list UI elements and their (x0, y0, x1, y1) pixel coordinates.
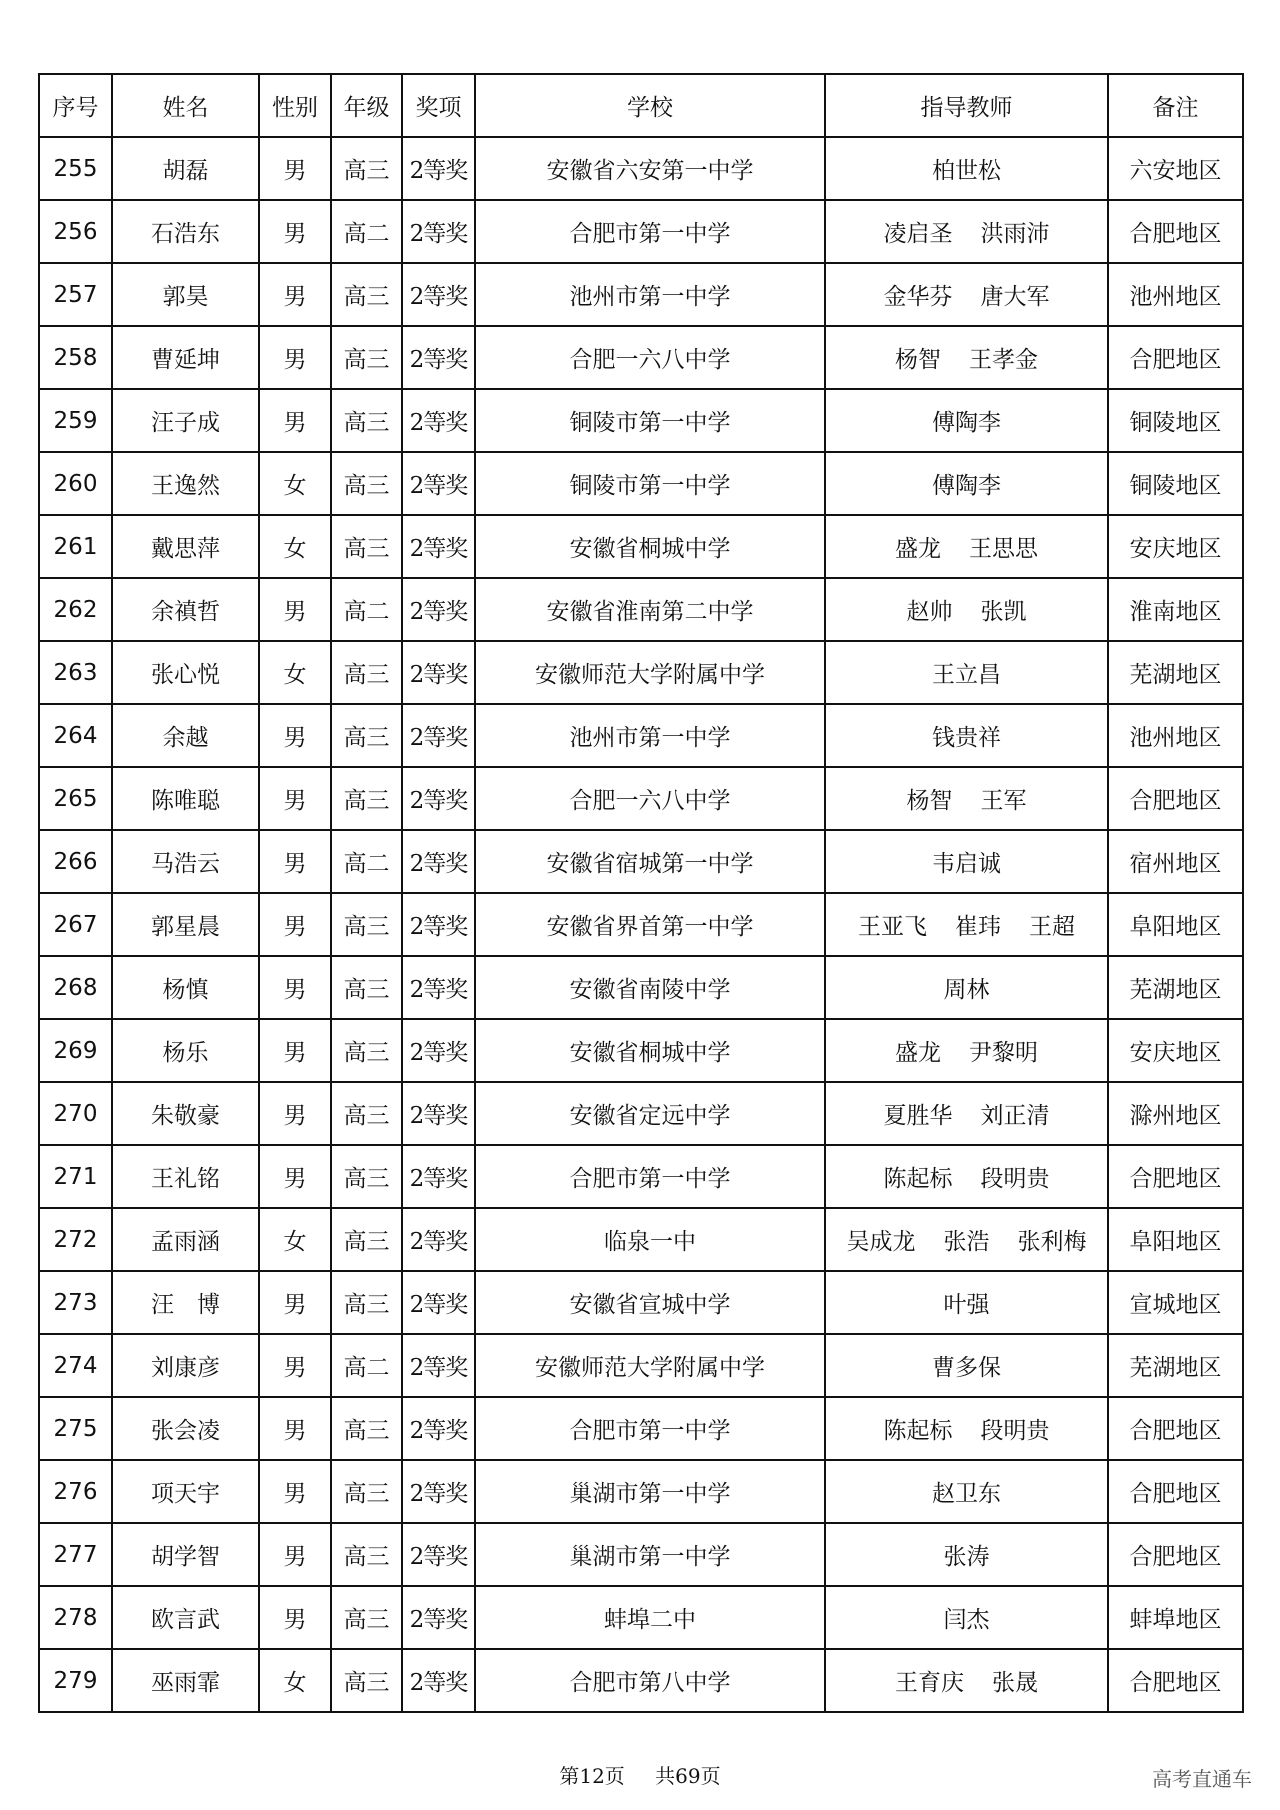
table-row (39, 1397, 1243, 1460)
cell-teachers (825, 1082, 1108, 1145)
cell-gender: 男 (259, 956, 331, 1019)
teacher-name: 傅陶李 (932, 473, 1001, 499)
table-row (39, 515, 1243, 578)
teacher-name: 柏世松 (932, 158, 1001, 184)
cell-award: 2等奖 (402, 1271, 475, 1334)
cell-name: 余越 (112, 704, 259, 767)
cell-award: 2等奖 (402, 956, 475, 1019)
cell-name: 郭昊 (112, 263, 259, 326)
cell-seq: 272 (39, 1208, 112, 1271)
table-row (39, 1586, 1243, 1649)
cell-school: 合肥市第八中学 (475, 1649, 825, 1712)
cell-grade: 高三 (331, 452, 402, 515)
teacher-name: 王亚飞 (858, 914, 927, 940)
cell-seq: 263 (39, 641, 112, 704)
table-row (39, 767, 1243, 830)
table-row (39, 137, 1243, 200)
cell-teachers (825, 1145, 1108, 1208)
cell-teachers (825, 767, 1108, 830)
teacher-name: 段明贵 (980, 1418, 1050, 1444)
cell-note: 铜陵地区 (1108, 389, 1243, 452)
cell-grade: 高三 (331, 893, 402, 956)
page-number: 第12页 (559, 1764, 625, 1788)
cell-award: 2等奖 (402, 452, 475, 515)
cell-name: 胡磊 (112, 137, 259, 200)
cell-note: 铜陵地区 (1108, 452, 1243, 515)
cell-note: 合肥地区 (1108, 767, 1243, 830)
cell-school: 蚌埠二中 (475, 1586, 825, 1649)
header-name: 姓名 (112, 74, 259, 137)
cell-grade: 高二 (331, 1334, 402, 1397)
cell-note: 合肥地区 (1108, 1460, 1243, 1523)
cell-seq: 270 (39, 1082, 112, 1145)
cell-note: 合肥地区 (1108, 1145, 1243, 1208)
cell-note: 合肥地区 (1108, 200, 1243, 263)
cell-award: 2等奖 (402, 200, 475, 263)
cell-note: 合肥地区 (1108, 1649, 1243, 1712)
teacher-name: 曹多保 (932, 1355, 1001, 1381)
cell-teachers (825, 1271, 1108, 1334)
cell-school: 合肥市第一中学 (475, 1145, 825, 1208)
teacher-name: 崔玮 (955, 914, 1001, 940)
header-grade: 年级 (331, 74, 402, 137)
cell-award: 2等奖 (402, 326, 475, 389)
page-total: 共69页 (655, 1764, 721, 1788)
cell-seq: 260 (39, 452, 112, 515)
cell-award: 2等奖 (402, 1397, 475, 1460)
cell-note: 蚌埠地区 (1108, 1586, 1243, 1649)
cell-gender: 男 (259, 137, 331, 200)
cell-note: 滁州地区 (1108, 1082, 1243, 1145)
cell-teachers (825, 515, 1108, 578)
cell-school: 安徽省桐城中学 (475, 1019, 825, 1082)
header-gender: 性别 (259, 74, 331, 137)
table-row (39, 326, 1243, 389)
teacher-name: 赵卫东 (932, 1481, 1001, 1507)
cell-grade: 高三 (331, 1649, 402, 1712)
table-row (39, 1019, 1243, 1082)
teacher-name: 张凯 (980, 599, 1027, 625)
cell-gender: 男 (259, 200, 331, 263)
cell-note: 宣城地区 (1108, 1271, 1243, 1334)
cell-teachers (825, 1334, 1108, 1397)
cell-grade: 高三 (331, 1145, 402, 1208)
teacher-name: 金华芬 (883, 284, 953, 310)
cell-gender: 男 (259, 830, 331, 893)
cell-teachers (825, 326, 1108, 389)
cell-name: 张心悦 (112, 641, 259, 704)
cell-note: 宿州地区 (1108, 830, 1243, 893)
teacher-name: 张利梅 (1017, 1229, 1087, 1255)
header-note: 备注 (1108, 74, 1243, 137)
cell-award: 2等奖 (402, 1649, 475, 1712)
teacher-name: 刘正清 (980, 1103, 1050, 1129)
cell-grade: 高三 (331, 1019, 402, 1082)
cell-school: 合肥市第一中学 (475, 1397, 825, 1460)
header-seq: 序号 (39, 74, 112, 137)
teacher-name: 王孝金 (969, 347, 1038, 373)
teacher-name: 陈起标 (883, 1418, 953, 1444)
cell-teachers (825, 641, 1108, 704)
cell-teachers (825, 893, 1108, 956)
cell-name: 朱敬豪 (112, 1082, 259, 1145)
cell-name: 石浩东 (112, 200, 259, 263)
cell-name: 马浩云 (112, 830, 259, 893)
cell-seq: 277 (39, 1523, 112, 1586)
cell-seq: 273 (39, 1271, 112, 1334)
cell-gender: 男 (259, 1082, 331, 1145)
cell-seq: 269 (39, 1019, 112, 1082)
cell-note: 六安地区 (1108, 137, 1243, 200)
cell-grade: 高三 (331, 704, 402, 767)
table-row (39, 1460, 1243, 1523)
table-header-row (39, 74, 1243, 137)
cell-name: 杨乐 (112, 1019, 259, 1082)
teacher-name: 盛龙 (895, 536, 941, 562)
cell-grade: 高二 (331, 578, 402, 641)
cell-seq: 274 (39, 1334, 112, 1397)
teacher-name: 叶强 (943, 1292, 990, 1318)
cell-note: 阜阳地区 (1108, 893, 1243, 956)
cell-award: 2等奖 (402, 1082, 475, 1145)
cell-teachers (825, 956, 1108, 1019)
header-award: 奖项 (402, 74, 475, 137)
cell-grade: 高三 (331, 137, 402, 200)
table-row (39, 389, 1243, 452)
table-row (39, 893, 1243, 956)
award-list-sheet (38, 73, 1242, 1713)
teacher-name: 杨智 (895, 347, 941, 373)
cell-gender: 男 (259, 1523, 331, 1586)
cell-name: 曹延坤 (112, 326, 259, 389)
cell-seq: 255 (39, 137, 112, 200)
cell-name: 郭星晨 (112, 893, 259, 956)
header-teachers: 指导教师 (825, 74, 1108, 137)
cell-award: 2等奖 (402, 1334, 475, 1397)
teacher-name: 赵帅 (906, 599, 953, 625)
cell-school: 安徽省定远中学 (475, 1082, 825, 1145)
teacher-name: 韦启诚 (932, 851, 1001, 877)
cell-name: 孟雨涵 (112, 1208, 259, 1271)
cell-school: 合肥一六八中学 (475, 326, 825, 389)
watermark-text: 高考直通车 (1152, 1767, 1252, 1791)
table-row (39, 1334, 1243, 1397)
cell-school: 安徽省桐城中学 (475, 515, 825, 578)
cell-award: 2等奖 (402, 830, 475, 893)
cell-grade: 高三 (331, 515, 402, 578)
cell-school: 池州市第一中学 (475, 263, 825, 326)
cell-teachers (825, 1649, 1108, 1712)
cell-award: 2等奖 (402, 1019, 475, 1082)
cell-school: 池州市第一中学 (475, 704, 825, 767)
cell-grade: 高三 (331, 1208, 402, 1271)
cell-teachers (825, 263, 1108, 326)
cell-gender: 男 (259, 893, 331, 956)
teacher-name: 段明贵 (980, 1166, 1050, 1192)
cell-gender: 女 (259, 1208, 331, 1271)
cell-name: 胡学智 (112, 1523, 259, 1586)
teacher-name: 陈起标 (883, 1166, 953, 1192)
table-row (39, 704, 1243, 767)
cell-teachers (825, 578, 1108, 641)
table-row (39, 200, 1243, 263)
teacher-name: 王超 (1029, 914, 1075, 940)
cell-gender: 男 (259, 263, 331, 326)
cell-school: 安徽省南陵中学 (475, 956, 825, 1019)
cell-teachers (825, 704, 1108, 767)
cell-gender: 男 (259, 1334, 331, 1397)
cell-note: 阜阳地区 (1108, 1208, 1243, 1271)
cell-gender: 男 (259, 1145, 331, 1208)
cell-award: 2等奖 (402, 137, 475, 200)
cell-award: 2等奖 (402, 1208, 475, 1271)
teacher-name: 洪雨沛 (980, 221, 1050, 247)
teacher-name: 唐大军 (980, 284, 1050, 310)
table-row (39, 830, 1243, 893)
cell-name: 陈唯聪 (112, 767, 259, 830)
cell-school: 巢湖市第一中学 (475, 1523, 825, 1586)
cell-gender: 男 (259, 704, 331, 767)
cell-gender: 男 (259, 1586, 331, 1649)
teacher-name: 周林 (943, 977, 990, 1003)
cell-seq: 268 (39, 956, 112, 1019)
cell-seq: 278 (39, 1586, 112, 1649)
teacher-name: 闫杰 (943, 1607, 990, 1633)
cell-note: 芜湖地区 (1108, 956, 1243, 1019)
cell-note: 安庆地区 (1108, 515, 1243, 578)
cell-seq: 264 (39, 704, 112, 767)
cell-grade: 高三 (331, 1523, 402, 1586)
cell-teachers (825, 1523, 1108, 1586)
table-row (39, 641, 1243, 704)
cell-teachers (825, 389, 1108, 452)
cell-school: 安徽省界首第一中学 (475, 893, 825, 956)
cell-gender: 女 (259, 1649, 331, 1712)
cell-award: 2等奖 (402, 389, 475, 452)
cell-seq: 256 (39, 200, 112, 263)
cell-award: 2等奖 (402, 1460, 475, 1523)
cell-name: 项天宇 (112, 1460, 259, 1523)
cell-grade: 高三 (331, 767, 402, 830)
cell-school: 安徽省淮南第二中学 (475, 578, 825, 641)
cell-award: 2等奖 (402, 767, 475, 830)
cell-seq: 259 (39, 389, 112, 452)
cell-seq: 271 (39, 1145, 112, 1208)
cell-gender: 女 (259, 515, 331, 578)
header-school: 学校 (475, 74, 825, 137)
cell-gender: 男 (259, 326, 331, 389)
cell-name: 张会凌 (112, 1397, 259, 1460)
cell-note: 合肥地区 (1108, 1523, 1243, 1586)
cell-grade: 高三 (331, 326, 402, 389)
award-table (38, 73, 1244, 1713)
cell-award: 2等奖 (402, 263, 475, 326)
cell-grade: 高二 (331, 200, 402, 263)
cell-note: 芜湖地区 (1108, 1334, 1243, 1397)
table-row (39, 1082, 1243, 1145)
cell-grade: 高三 (331, 956, 402, 1019)
cell-seq: 265 (39, 767, 112, 830)
table-row (39, 1649, 1243, 1712)
cell-teachers (825, 1208, 1108, 1271)
cell-name: 欧言武 (112, 1586, 259, 1649)
cell-school: 巢湖市第一中学 (475, 1460, 825, 1523)
teacher-name: 盛龙 (895, 1040, 941, 1066)
cell-school: 铜陵市第一中学 (475, 389, 825, 452)
teacher-name: 杨智 (906, 788, 953, 814)
cell-school: 铜陵市第一中学 (475, 452, 825, 515)
cell-note: 安庆地区 (1108, 1019, 1243, 1082)
cell-seq: 261 (39, 515, 112, 578)
cell-teachers (825, 1397, 1108, 1460)
cell-gender: 女 (259, 452, 331, 515)
cell-award: 2等奖 (402, 1145, 475, 1208)
teacher-name: 夏胜华 (883, 1103, 953, 1129)
cell-seq: 279 (39, 1649, 112, 1712)
cell-note: 池州地区 (1108, 263, 1243, 326)
cell-name: 刘康彦 (112, 1334, 259, 1397)
cell-award: 2等奖 (402, 515, 475, 578)
cell-name: 王礼铭 (112, 1145, 259, 1208)
cell-gender: 男 (259, 389, 331, 452)
table-body (39, 137, 1243, 1712)
cell-school: 临泉一中 (475, 1208, 825, 1271)
teacher-name: 钱贵祥 (932, 725, 1001, 751)
cell-grade: 高三 (331, 389, 402, 452)
cell-award: 2等奖 (402, 893, 475, 956)
cell-name: 戴思萍 (112, 515, 259, 578)
cell-award: 2等奖 (402, 641, 475, 704)
table-row (39, 1208, 1243, 1271)
cell-name: 汪子成 (112, 389, 259, 452)
cell-note: 池州地区 (1108, 704, 1243, 767)
cell-school: 安徽省六安第一中学 (475, 137, 825, 200)
cell-name: 余禛哲 (112, 578, 259, 641)
cell-school: 安徽师范大学附属中学 (475, 641, 825, 704)
table-row (39, 263, 1243, 326)
table-row (39, 1271, 1243, 1334)
cell-teachers (825, 1019, 1108, 1082)
cell-school: 合肥一六八中学 (475, 767, 825, 830)
table-row (39, 578, 1243, 641)
cell-school: 安徽师范大学附属中学 (475, 1334, 825, 1397)
cell-grade: 高三 (331, 263, 402, 326)
cell-teachers (825, 452, 1108, 515)
cell-name: 巫雨霏 (112, 1649, 259, 1712)
cell-school: 安徽省宣城中学 (475, 1271, 825, 1334)
cell-note: 合肥地区 (1108, 326, 1243, 389)
table-row (39, 452, 1243, 515)
cell-grade: 高三 (331, 1271, 402, 1334)
cell-grade: 高三 (331, 641, 402, 704)
cell-school: 合肥市第一中学 (475, 200, 825, 263)
table-row (39, 956, 1243, 1019)
teacher-name: 王思思 (969, 536, 1038, 562)
cell-seq: 258 (39, 326, 112, 389)
cell-gender: 女 (259, 641, 331, 704)
cell-seq: 262 (39, 578, 112, 641)
cell-gender: 男 (259, 1397, 331, 1460)
teacher-name: 王育庆 (895, 1670, 964, 1696)
teacher-name: 吴成龙 (846, 1229, 916, 1255)
teacher-name: 张晟 (992, 1670, 1038, 1696)
cell-note: 淮南地区 (1108, 578, 1243, 641)
teacher-name: 张涛 (943, 1544, 990, 1570)
teacher-name: 张浩 (943, 1229, 990, 1255)
cell-seq: 275 (39, 1397, 112, 1460)
cell-teachers (825, 1460, 1108, 1523)
cell-seq: 266 (39, 830, 112, 893)
cell-school: 安徽省宿城第一中学 (475, 830, 825, 893)
cell-teachers (825, 1586, 1108, 1649)
cell-gender: 男 (259, 1019, 331, 1082)
cell-teachers (825, 830, 1108, 893)
teacher-name: 尹黎明 (969, 1040, 1038, 1066)
cell-award: 2等奖 (402, 1586, 475, 1649)
cell-gender: 男 (259, 578, 331, 641)
cell-award: 2等奖 (402, 1523, 475, 1586)
page-footer (0, 1760, 1280, 1789)
cell-seq: 276 (39, 1460, 112, 1523)
cell-grade: 高二 (331, 830, 402, 893)
cell-name: 汪 博 (112, 1271, 259, 1334)
cell-name: 杨慎 (112, 956, 259, 1019)
cell-note: 合肥地区 (1108, 1397, 1243, 1460)
cell-gender: 男 (259, 767, 331, 830)
cell-note: 芜湖地区 (1108, 641, 1243, 704)
teacher-name: 王军 (980, 788, 1027, 814)
cell-award: 2等奖 (402, 578, 475, 641)
cell-gender: 男 (259, 1460, 331, 1523)
table-row (39, 1145, 1243, 1208)
cell-seq: 257 (39, 263, 112, 326)
cell-grade: 高三 (331, 1460, 402, 1523)
cell-gender: 男 (259, 1271, 331, 1334)
cell-teachers (825, 200, 1108, 263)
teacher-name: 凌启圣 (883, 221, 953, 247)
teacher-name: 王立昌 (932, 662, 1001, 688)
cell-grade: 高三 (331, 1082, 402, 1145)
teacher-name: 傅陶李 (932, 410, 1001, 436)
cell-award: 2等奖 (402, 704, 475, 767)
table-row (39, 1523, 1243, 1586)
cell-grade: 高三 (331, 1586, 402, 1649)
cell-name: 王逸然 (112, 452, 259, 515)
cell-teachers (825, 137, 1108, 200)
cell-grade: 高三 (331, 1397, 402, 1460)
cell-seq: 267 (39, 893, 112, 956)
